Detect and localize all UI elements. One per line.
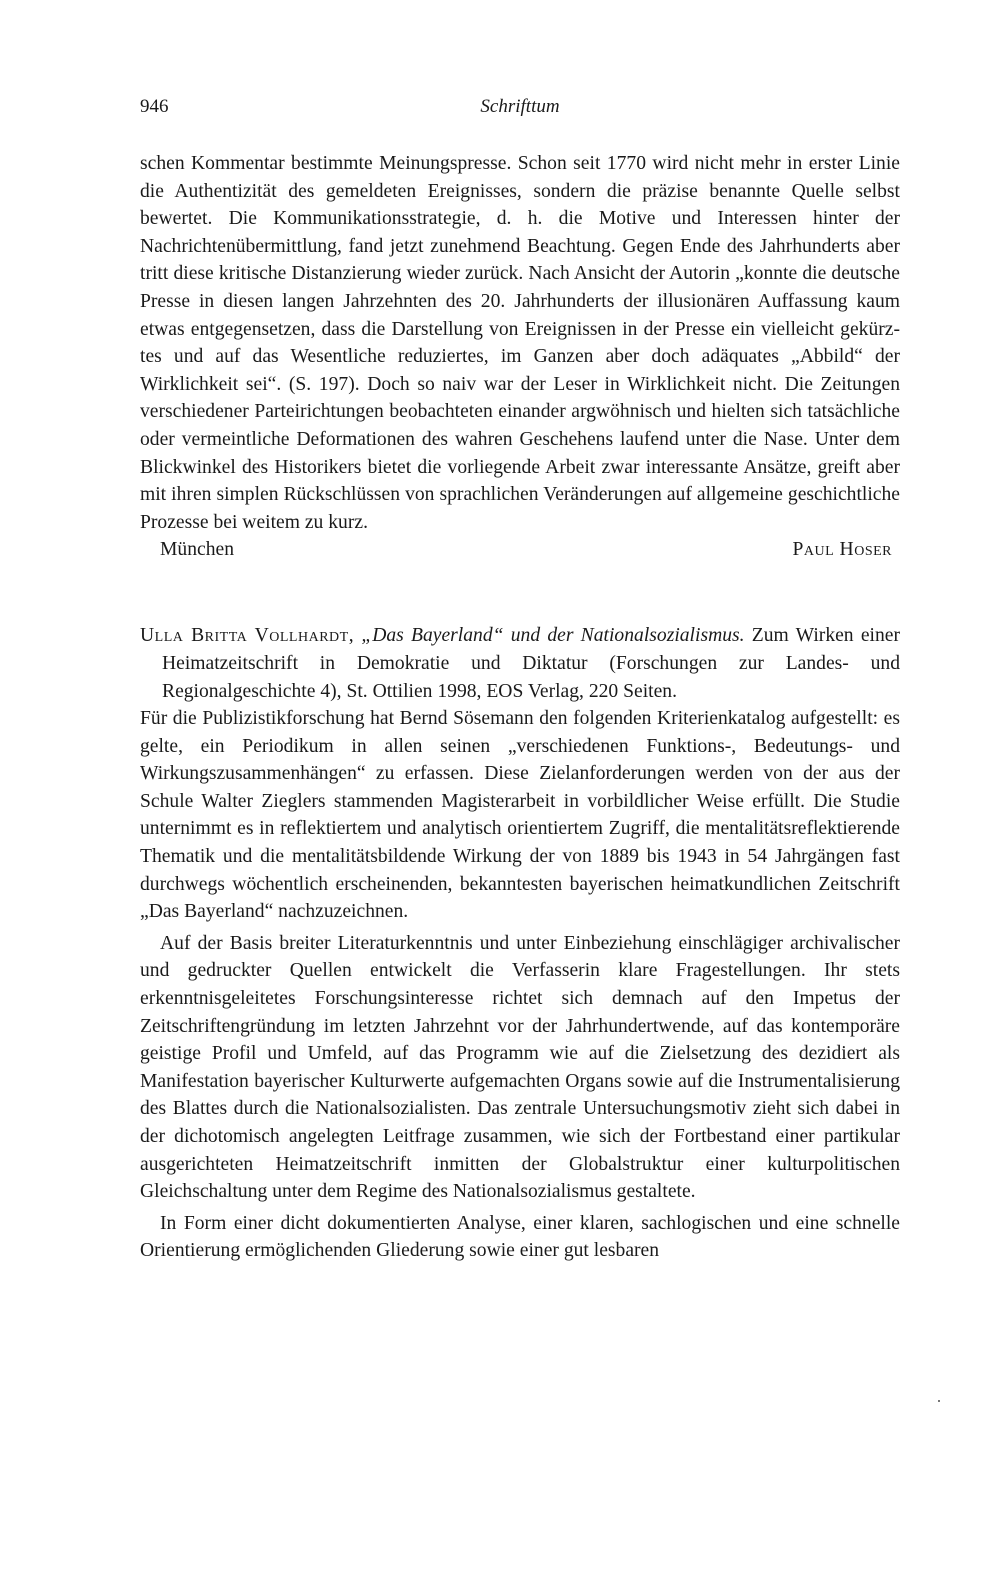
- running-title: Schrifttum: [480, 96, 560, 117]
- review-paragraph-2: Auf der Basis breiter Literaturkenntnis und unter Einbeziehung einschlägiger archivalischer und gedruckter Quellen entwickelt die Verfasserin klare Fragestellungen. Ihr stets erkenntnisgeleitetes Forschungsinteresse richtet sich demnach auf den Impetus der Zeitschriftengründung im letzten Jahrzehnt vor der Jahrhundertwende, auf das kontemporäre geistige Profil und Umfeld, auf das Programm wie auf die Zielsetzung des dezidiert als Manifestation bayerischer Kulturwerte aufgemachten Organs sowie auf die Instrumentalisierung des Blattes durch die Nationalsozialisten. Das zentrale Untersuchungsmotiv zieht sich dabei in der dichotomisch angelegten Leitfrage zusammen, wie sich der Fortbestand einer partikular ausgerichteten Heimatzeitschrift inmitten der Globalstruktur einer kulturpolitischen Gleichschaltung unter dem Regime des Nationalsozialismus gestaltete.: [140, 932, 900, 1203]
- review-paragraph-3: In Form einer dicht dokumentierten Analyse, einer klaren, sachlogischen und eine schnelle Orientierung ermöglichenden Gliederung sowie einer gut lesbaren: [140, 1212, 900, 1262]
- page-number: 946: [140, 96, 169, 117]
- running-head: [140, 96, 900, 132]
- signature-place: München: [160, 539, 235, 561]
- scan-speck: [938, 1400, 940, 1402]
- review-bibliographic-heading: [140, 622, 900, 705]
- review-signature: [140, 536, 900, 564]
- review-paragraph-1: Für die Publizistikforschung hat Bernd Sösemann den folgenden Kriterienkatalog aufgestellt: es gelte, ein Periodikum in allen seinen „verschiedenen Funktions-, Bedeutungs- und Wirkungszusammenhängen“ zu erfassen. Diese Zielanforderungen werden von der aus der Schule Walter Zieglers stammenden Magisterarbeit in vorbildlicher Weise erfüllt. Die Studie unternimmt es in reflektiertem und analytisch orientiertem Zugriff, die mentalitätsreflektierende Thematik und die mentalitätsbildende Wirkung der von 1889 bis 1943 in 54 Jahrgängen fast durchwegs wöchentlich erscheinenden, bekanntesten bayerischen heimatkundlichen Zeitschrift „Das Bayerland“ nachzuzeichnen.: [140, 708, 900, 923]
- review-book-author: Ulla Britta Vollhardt,: [140, 625, 355, 647]
- book-page: [140, 96, 900, 1265]
- signature-reviewer: Paul Hoser: [792, 539, 892, 561]
- review-book-details: Zum Wirken einer Heimatzeitschrift in Demokratie und Diktatur (Forschungen zur Landes- und Regionalgeschichte 4), St. Ottilien 1998, EOS Verlag, 220 Seiten.: [162, 625, 900, 702]
- review-book-title: „Das Bayerland“ und der Nationalsozialismus.: [361, 625, 745, 647]
- previous-review-ending: schen Kommentar bestimmte Meinungspresse. Schon seit 1770 wird nicht mehr in erster Linie die Authentizität des gemeldeten Ereignisses, sondern die präzise benannte Quelle selbst bewertet. Die Kommunikationsstrategie, d. h. die Motive und Interessen hinter der Nachrichtenübermittlung, fand jetzt zunehmend Beachtung. Gegen Ende des Jahrhunderts aber tritt diese kritische Distanzierung wieder zurück. Nach Ansicht der Autorin „konnte die deutsche Presse in diesen langen Jahrzehnten des 20. Jahrhunderts der illusionären Auffassung kaum etwas entgegensetzen, dass die Darstellung von Ereignissen in der Presse ein vielleicht gekürztes und auf das Wesentliche reduziertes, im Ganzen aber doch adäquates „Abbild“ der Wirklichkeit sei“. (S. 197). Doch so naiv war der Leser in Wirklichkeit nicht. Die Zeitungen verschiedener Parteirichtungen beobachteten einander argwöhnisch und hielten sich tatsächliche oder vermeintliche Deformationen des wahren Geschehens laufend unter die Nase. Unter dem Blickwinkel des Historikers bietet die vorliegende Arbeit zwar interessante Ansätze, greift aber mit ihren simplen Rückschlüssen von sprachlichen Veränderungen auf allgemeine geschichtliche Prozesse bei weitem zu kurz.: [140, 153, 900, 533]
